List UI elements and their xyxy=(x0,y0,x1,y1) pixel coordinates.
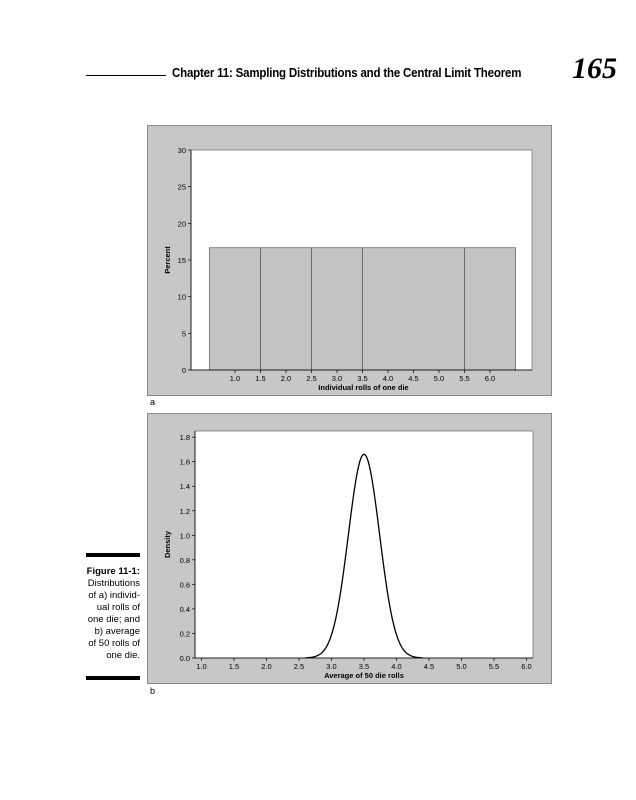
header-rule xyxy=(86,75,166,76)
x-tick-label: 5.5 xyxy=(488,662,500,671)
y-tick-label: 1.6 xyxy=(179,457,190,467)
caption-line: one die; and xyxy=(87,614,140,625)
x-axis-label: Average of 50 die rolls xyxy=(324,671,404,680)
y-tick-label: 15 xyxy=(177,256,186,265)
histogram-bar xyxy=(261,248,312,370)
page-number: 165 xyxy=(572,52,617,85)
plot-area xyxy=(195,431,533,658)
y-axis-label: Percent xyxy=(163,246,172,274)
y-axis-label: Density xyxy=(163,530,172,559)
y-tick-label: 1.2 xyxy=(179,506,190,516)
chapter-title: Chapter 11: Sampling Distributions and the Central Limit Theorem xyxy=(172,66,522,80)
x-tick-label: 6.0 xyxy=(521,662,532,671)
caption-bottom-bar xyxy=(86,676,140,680)
caption-top-bar xyxy=(86,553,140,557)
x-tick-label: 1.5 xyxy=(228,662,240,671)
y-tick-label: 1.0 xyxy=(179,531,190,541)
histogram-chart-panel xyxy=(147,125,552,396)
histogram-chart xyxy=(148,126,551,395)
y-tick-label: 20 xyxy=(177,219,186,229)
x-tick-label: 5.0 xyxy=(433,374,445,383)
y-tick-label: 0.0 xyxy=(179,654,190,663)
histogram-bar xyxy=(465,248,516,370)
caption-line: Distributions xyxy=(87,578,140,589)
x-tick-label: 3.0 xyxy=(326,662,337,671)
y-tick-label: 25 xyxy=(177,182,186,192)
x-tick-label: 1.0 xyxy=(229,374,241,383)
x-tick-label: 2.5 xyxy=(306,374,317,383)
x-tick-label: 2.5 xyxy=(293,662,305,671)
x-axis-label: Individual rolls of one die xyxy=(318,383,409,392)
histogram-bar xyxy=(363,248,465,370)
density-chart-panel xyxy=(147,413,552,684)
figure-caption xyxy=(80,566,140,662)
caption-line: of a) individ- xyxy=(88,590,140,601)
caption-line: of 50 rolls of xyxy=(88,638,140,649)
y-tick-label: 1.8 xyxy=(179,433,190,443)
y-tick-label: 0 xyxy=(181,366,186,375)
y-tick-label: 10 xyxy=(177,292,186,302)
x-tick-label: 5.0 xyxy=(456,662,467,671)
x-tick-label: 3.5 xyxy=(358,662,370,671)
x-tick-label: 2.0 xyxy=(280,374,292,383)
panel-label-a: a xyxy=(150,397,156,407)
panel-label-b: b xyxy=(150,686,156,696)
y-tick-label: 30 xyxy=(177,146,186,155)
x-tick-label: 4.5 xyxy=(423,662,435,671)
y-tick-label: 1.4 xyxy=(179,482,190,492)
x-tick-label: 1.0 xyxy=(196,662,207,671)
figure-label: Figure 11-1: xyxy=(86,566,140,577)
x-tick-label: 4.0 xyxy=(382,374,394,383)
histogram-bar xyxy=(210,248,261,370)
x-tick-label: 3.0 xyxy=(331,374,343,383)
x-tick-label: 1.5 xyxy=(255,374,266,383)
histogram-bar xyxy=(312,248,363,370)
x-tick-label: 4.5 xyxy=(408,374,419,383)
caption-line: one die. xyxy=(106,650,140,661)
x-tick-label: 4.0 xyxy=(391,662,402,671)
y-tick-label: 0.2 xyxy=(179,629,190,639)
caption-line: ual rolls of xyxy=(96,602,140,613)
x-tick-label: 6.0 xyxy=(484,374,496,383)
x-tick-label: 5.5 xyxy=(459,374,470,383)
x-tick-label: 2.0 xyxy=(261,662,272,671)
y-tick-label: 0.6 xyxy=(179,580,190,590)
y-tick-label: 0.8 xyxy=(179,555,190,565)
caption-line: b) average xyxy=(94,626,140,637)
density-chart xyxy=(148,414,551,683)
y-tick-label: 5 xyxy=(181,329,186,339)
x-tick-label: 3.5 xyxy=(357,374,368,383)
y-tick-label: 0.4 xyxy=(179,604,190,614)
